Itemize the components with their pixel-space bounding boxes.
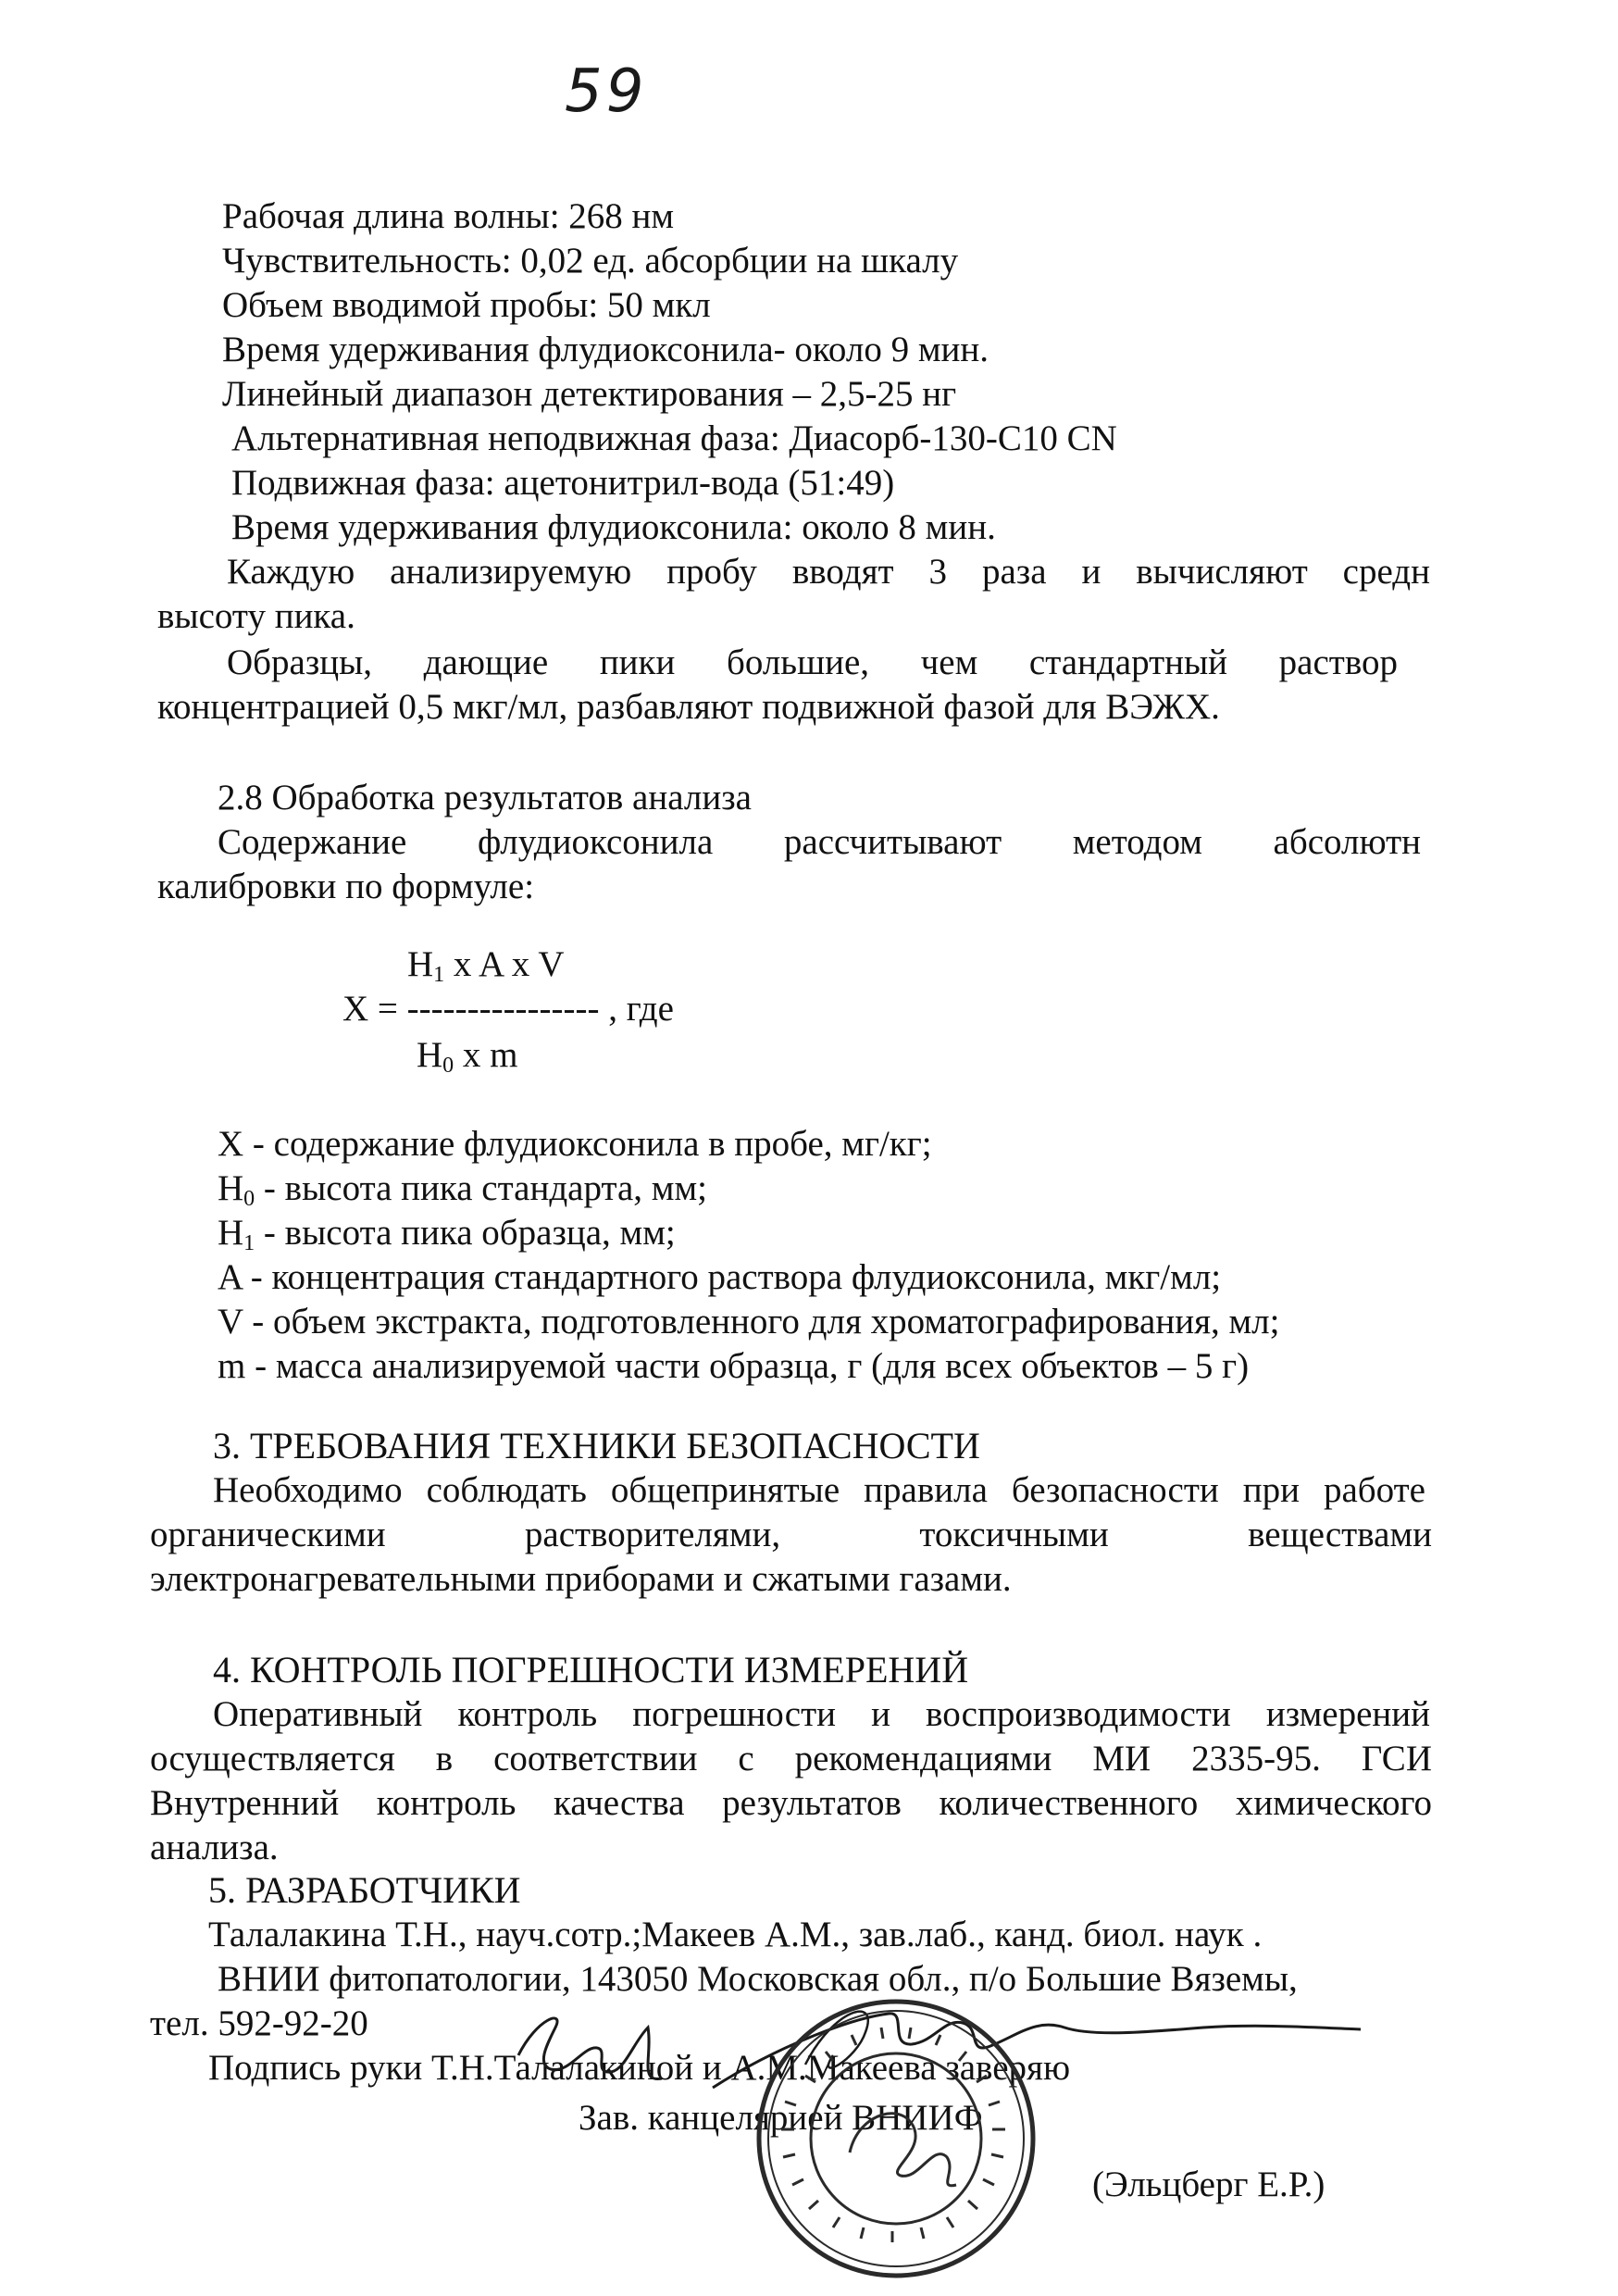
param-volume: Объем вводимой пробы: 50 мкл xyxy=(222,285,711,325)
section-5-office: Зав. канцелярией ВНИИФ xyxy=(579,2098,983,2138)
formula-main-line: X = ---------------- , где xyxy=(342,989,674,1029)
para-inject-line-1: Каждую анализируемую пробу вводят 3 раза и вычисляют средн xyxy=(227,552,1430,592)
section-3-line-2: органическими растворителями, токсичными веществами xyxy=(150,1515,1432,1554)
section-2-8-title: 2.8 Обработка результатов анализа xyxy=(218,778,752,817)
legend-item-v: V - объем экстракта, подготовленного для хроматографирования, мл; xyxy=(218,1302,1280,1341)
section-4-line-2: осуществляется в соответствии с рекомендациями МИ 2335-95. ГСИ xyxy=(150,1739,1432,1778)
section-3-line-1: Необходимо соблюдать общепринятые правила безопасности при работе xyxy=(213,1470,1425,1510)
section-3-title: 3. ТРЕБОВАНИЯ ТЕХНИКИ БЕЗОПАСНОСТИ xyxy=(213,1425,980,1466)
section-4-title: 4. КОНТРОЛЬ ПОГРЕШНОСТИ ИЗМЕРЕНИЙ xyxy=(213,1649,969,1691)
section-4-line-4: анализа. xyxy=(150,1828,279,1867)
param-retention-1: Время удерживания флудиоксонила- около 9 мин. xyxy=(222,330,989,369)
param-alt-phase: Альтернативная неподвижная фаза: Диасорб-130-С10 CN xyxy=(231,418,1117,458)
param-mobile-phase: Подвижная фаза: ацетонитрил-вода (51:49) xyxy=(231,463,895,503)
section-4-line-1: Оперативный контроль погрешности и воспроизводимости измерений xyxy=(213,1694,1430,1734)
para-samples-line-1: Образцы, дающие пики большие, чем стандартный раствор xyxy=(227,643,1398,682)
param-sensitivity: Чувствительность: 0,02 ед. абсорбции на шкалу xyxy=(222,241,959,281)
section-5-signatory-name: (Эльцберг Е.Р.) xyxy=(1092,2165,1326,2204)
legend-item-a: A - концентрация стандартного раствора флудиоксонила, мкг/мл; xyxy=(218,1257,1222,1297)
para-inject-line-2: высоту пика. xyxy=(157,596,355,636)
param-wavelength: Рабочая длина волны: 268 нм xyxy=(222,196,675,236)
section-5-certify: Подпись руки Т.Н.Талалакиной и А.М.Макеева заверяю xyxy=(208,2048,1071,2088)
legend-item-x: X - содержание флудиоксонила в пробе, мг/кг; xyxy=(218,1124,932,1164)
section-4-line-3: Внутренний контроль качества результатов количественного химического xyxy=(150,1783,1432,1823)
formula-denominator: $H_0$ x m xyxy=(417,1035,518,1078)
page-number: 59 xyxy=(565,57,648,126)
param-retention-2: Время удерживания флудиоксонила: около 8 мин. xyxy=(231,507,996,547)
section-5-title: 5. РАЗРАБОТЧИКИ xyxy=(208,1869,521,1911)
param-linear-range: Линейный диапазон детектирования – 2,5-25 нг xyxy=(222,374,957,414)
para-samples-line-2: концентрацией 0,5 мкг/мл, разбавляют подвижной фазой для ВЭЖХ. xyxy=(157,687,1220,727)
section-2-8-line-1: Содержание флудиоксонила рассчитывают методом абсолютн xyxy=(218,822,1421,862)
section-3-line-3: электронагревательными приборами и сжатыми газами. xyxy=(150,1559,1012,1599)
section-2-8-line-2: калибровки по формуле: xyxy=(157,867,535,906)
formula-numerator: $H_1$ x A x V xyxy=(407,944,565,987)
legend-item-h0: $H_0$ - высота пика стандарта, мм; xyxy=(218,1168,707,1211)
legend-item-m: m - масса анализируемой части образца, г (для всех объектов – 5 г) xyxy=(218,1346,1250,1386)
legend-item-h1: $H_1$ - высота пика образца, мм; xyxy=(218,1213,676,1255)
section-5-address: ВНИИ фитопатологии, 143050 Московская обл., п/о Большие Вяземы, xyxy=(218,1959,1298,1999)
section-5-developers: Талалакина Т.Н., науч.сотр.;Макеев А.М., зав.лаб., канд. биол. наук . xyxy=(208,1915,1263,1954)
section-5-phone: тел. 592-92-20 xyxy=(150,2003,368,2043)
office-stamp xyxy=(748,1990,1044,2287)
